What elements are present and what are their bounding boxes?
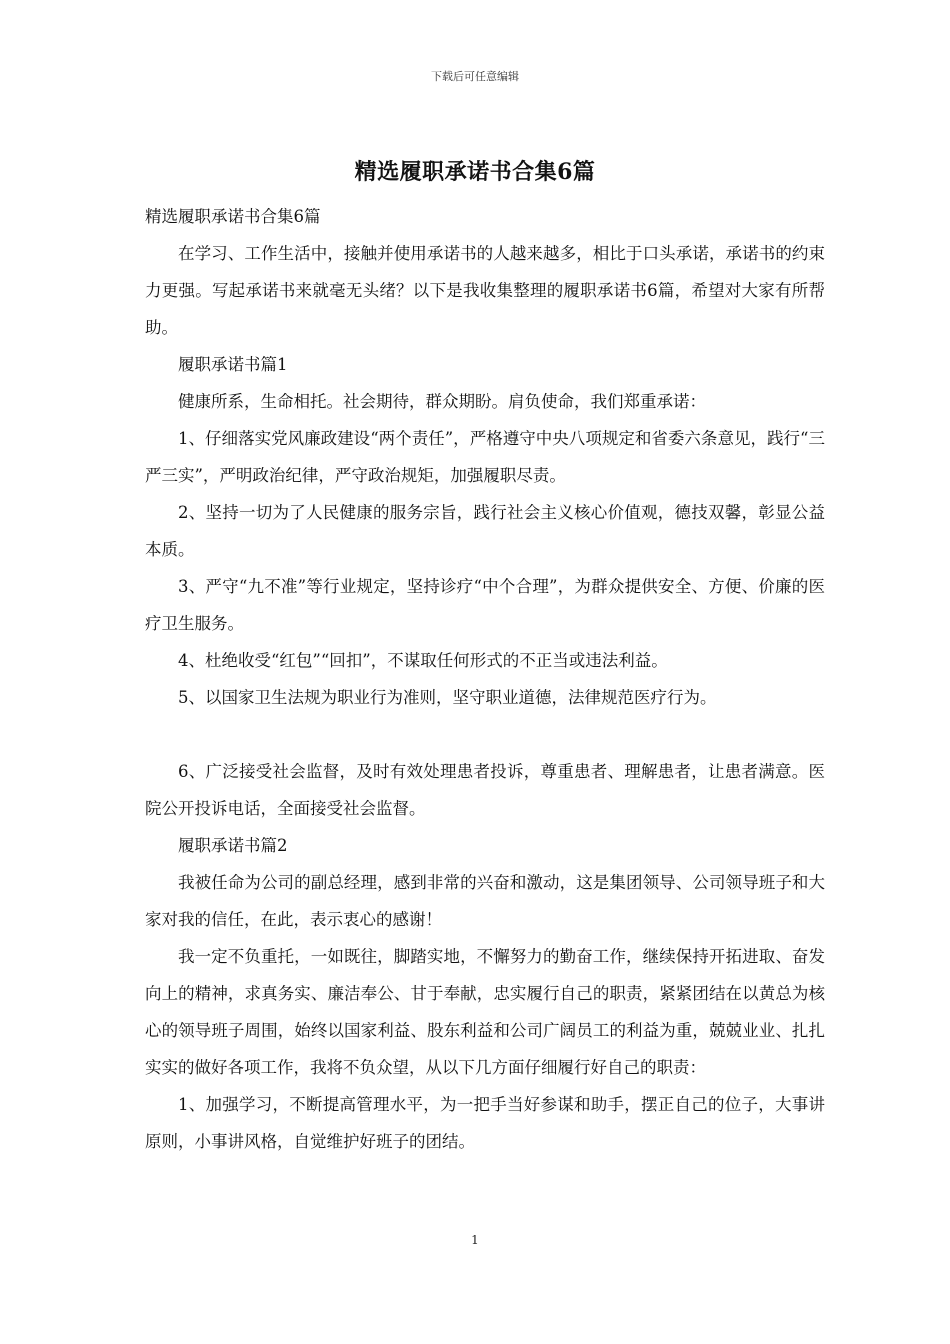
body-paragraph: 4、杜绝收受“红包”“回扣”，不谋取任何形式的不正当或违法利益。 — [178, 651, 668, 670]
section-heading: 履职承诺书篇1 — [178, 355, 288, 374]
intro-paragraph: 在学习、工作生活中，接触并使用承诺书的人越来越多，相比于口头承诺，承诺书的约束力更强。写起承诺书来就毫无头绪？以下是我收集整理的履职承诺书6篇，希望对大家有所帮助。 — [145, 244, 825, 337]
body-paragraph: 1、加强学习，不断提高管理水平，为一把手当好参谋和助手，摆正自己的位子，大事讲原则，小事讲风格，自觉维护好班子的团结。 — [145, 1095, 825, 1151]
body-paragraph: 健康所系，生命相托。社会期待，群众期盼。肩负使命，我们郑重承诺： — [178, 392, 706, 411]
body-paragraph: 我被任命为公司的副总经理，感到非常的兴奋和激动，这是集团领导、公司领导班子和大家对我的信任，在此，表示衷心的感谢！ — [145, 873, 825, 929]
body-paragraph: 6、广泛接受社会监督，及时有效处理患者投诉，尊重患者、理解患者，让患者满意。医院公开投诉电话，全面接受社会监督。 — [145, 762, 825, 818]
page-header: 下载后可任意编辑 — [431, 70, 519, 83]
body-paragraph: 5、以国家卫生法规为职业行为准则，坚守职业道德，法律规范医疗行为。 — [178, 688, 717, 707]
page-number: 1 — [471, 1233, 479, 1247]
body-paragraph: 2、坚持一切为了人民健康的服务宗旨，践行社会主义核心价值观，德技双馨，彰显公益本质。 — [145, 503, 825, 559]
subtitle-paragraph: 精选履职承诺书合集6篇 — [145, 207, 321, 226]
body-paragraph: 1、仔细落实党风廉政建设“两个责任”，严格遵守中央八项规定和省委六条意见，践行“三严三实”，严明政治纪律，严守政治规矩，加强履职尽责。 — [145, 429, 825, 485]
body-paragraph: 我一定不负重托，一如既往，脚踏实地，不懈努力的勤奋工作，继续保持开拓进取、奋发向上的精神，求真务实、廉洁奉公、甘于奉献，忠实履行自己的职责，紧紧团结在以黄总为核心的领导班子周围，始终以国家利益、股东利益和公司广阔员工的利益为重，兢兢业业、扎扎实实的做好各项工作，我将不负众望，从以下几方面仔细履行好自己的职责： — [145, 947, 825, 1077]
document-body — [145, 198, 825, 1160]
document-title: 精选履职承诺书合集6篇 — [354, 159, 596, 185]
section-heading: 履职承诺书篇2 — [178, 836, 288, 855]
body-paragraph: 3、严守“九不准”等行业规定，坚持诊疗“中个合理”，为群众提供安全、方便、价廉的医疗卫生服务。 — [145, 577, 825, 633]
